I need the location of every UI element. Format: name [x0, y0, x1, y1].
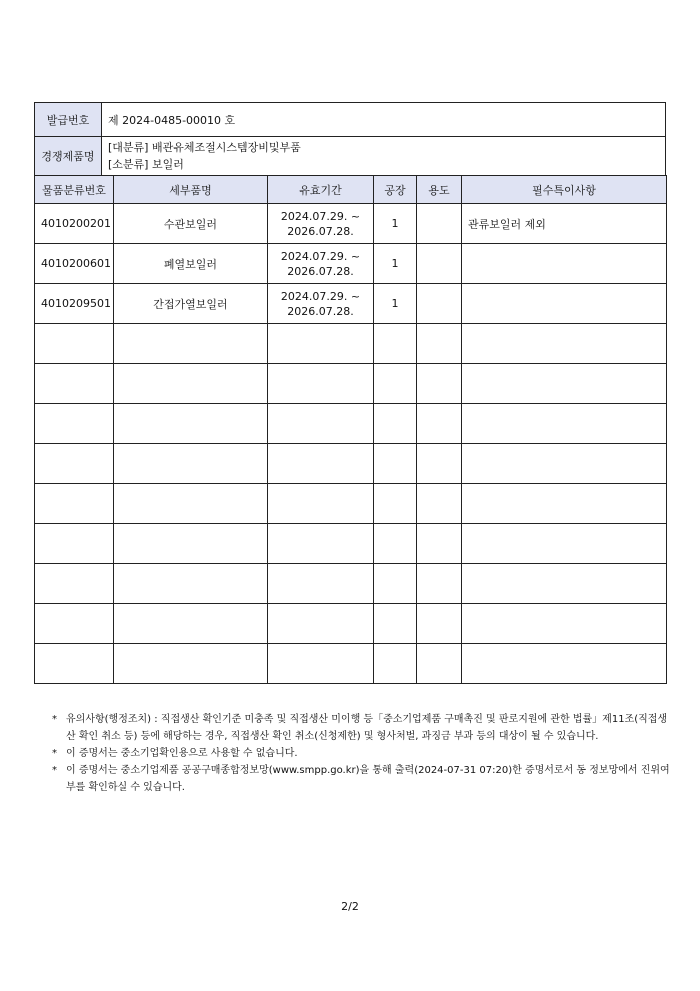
col-header-note: 필수특이사항 [462, 176, 667, 204]
table-row [35, 204, 667, 244]
row-factory: 1 [374, 284, 417, 324]
row-code: 4010200601 [35, 244, 114, 284]
certificate-sheet [34, 102, 666, 684]
major-category: [대분류] 배관유체조절시스템장비및부품 [108, 141, 301, 154]
row-code: 4010209501 [35, 284, 114, 324]
period-start: 2024.07.29. ~ [280, 249, 361, 263]
note-bullet: * [52, 714, 57, 725]
row-name: 간접가열보일러 [114, 284, 268, 324]
empty-row [35, 404, 667, 444]
empty-row [35, 364, 667, 404]
table-row [35, 284, 667, 324]
empty-row [35, 644, 667, 684]
empty-row [35, 524, 667, 564]
row-note [462, 284, 667, 324]
product-name-label: 경쟁제품명 [35, 137, 102, 176]
empty-row [35, 324, 667, 364]
col-header-code: 물품분류번호 [35, 176, 114, 204]
period-start: 2024.07.29. ~ [280, 209, 361, 223]
note-item [52, 745, 672, 762]
note-item [52, 711, 672, 745]
empty-row [35, 604, 667, 644]
note-item [52, 762, 672, 796]
note-text: 유의사항(행정조치) : 직접생산 확인기준 미충족 및 직접생산 미이행 등「중소기업제품 구매촉진 및 판로지원에 관한 법률」제11조(직접생산 확인 취소 등) 등에 해당하는 경우, 직접생산 확인 취소(신청제한) 및 형사처벌, 과징금 부과 등의 대상이 될 수 있습니다. [66, 714, 668, 742]
row-period [268, 204, 374, 244]
row-note: 관류보일러 제외 [462, 204, 667, 244]
note-bullet: * [52, 748, 57, 759]
row-factory: 1 [374, 204, 417, 244]
row-note [462, 244, 667, 284]
row-usage [417, 244, 462, 284]
issue-number-value: 제 2024-0485-00010 호 [102, 103, 666, 137]
notes-section [52, 711, 672, 796]
col-header-name: 세부품명 [114, 176, 268, 204]
period-end: 2026.07.28. [287, 224, 354, 238]
table-row [35, 244, 667, 284]
row-period [268, 244, 374, 284]
empty-row [35, 444, 667, 484]
row-code: 4010200201 [35, 204, 114, 244]
row-usage [417, 284, 462, 324]
header-table [34, 102, 666, 176]
row-name: 수관보일러 [114, 204, 268, 244]
note-text: 이 증명서는 중소기업확인용으로 사용할 수 없습니다. [66, 748, 298, 759]
period-end: 2026.07.28. [287, 264, 354, 278]
empty-row [35, 564, 667, 604]
col-header-usage: 용도 [417, 176, 462, 204]
row-name: 폐열보일러 [114, 244, 268, 284]
period-end: 2026.07.28. [287, 304, 354, 318]
minor-category: [소분류] 보일러 [108, 158, 184, 171]
period-start: 2024.07.29. ~ [280, 289, 361, 303]
note-bullet: * [52, 765, 57, 776]
row-period [268, 284, 374, 324]
product-table [34, 175, 667, 684]
issue-number-label: 발급번호 [35, 103, 102, 137]
row-factory: 1 [374, 244, 417, 284]
col-header-factory: 공장 [374, 176, 417, 204]
page-number: 2/2 [341, 900, 359, 913]
table-header-row [35, 176, 667, 204]
note-text: 이 증명서는 중소기업제품 공공구매종합정보망(www.smpp.go.kr)을 통해 출력(2024-07-31 07:20)한 증명서로서 동 정보망에서 진위여부를 확인하실 수 있습니다. [66, 765, 670, 793]
col-header-period: 유효기간 [268, 176, 374, 204]
empty-row [35, 484, 667, 524]
product-categories [102, 137, 666, 176]
row-usage [417, 204, 462, 244]
